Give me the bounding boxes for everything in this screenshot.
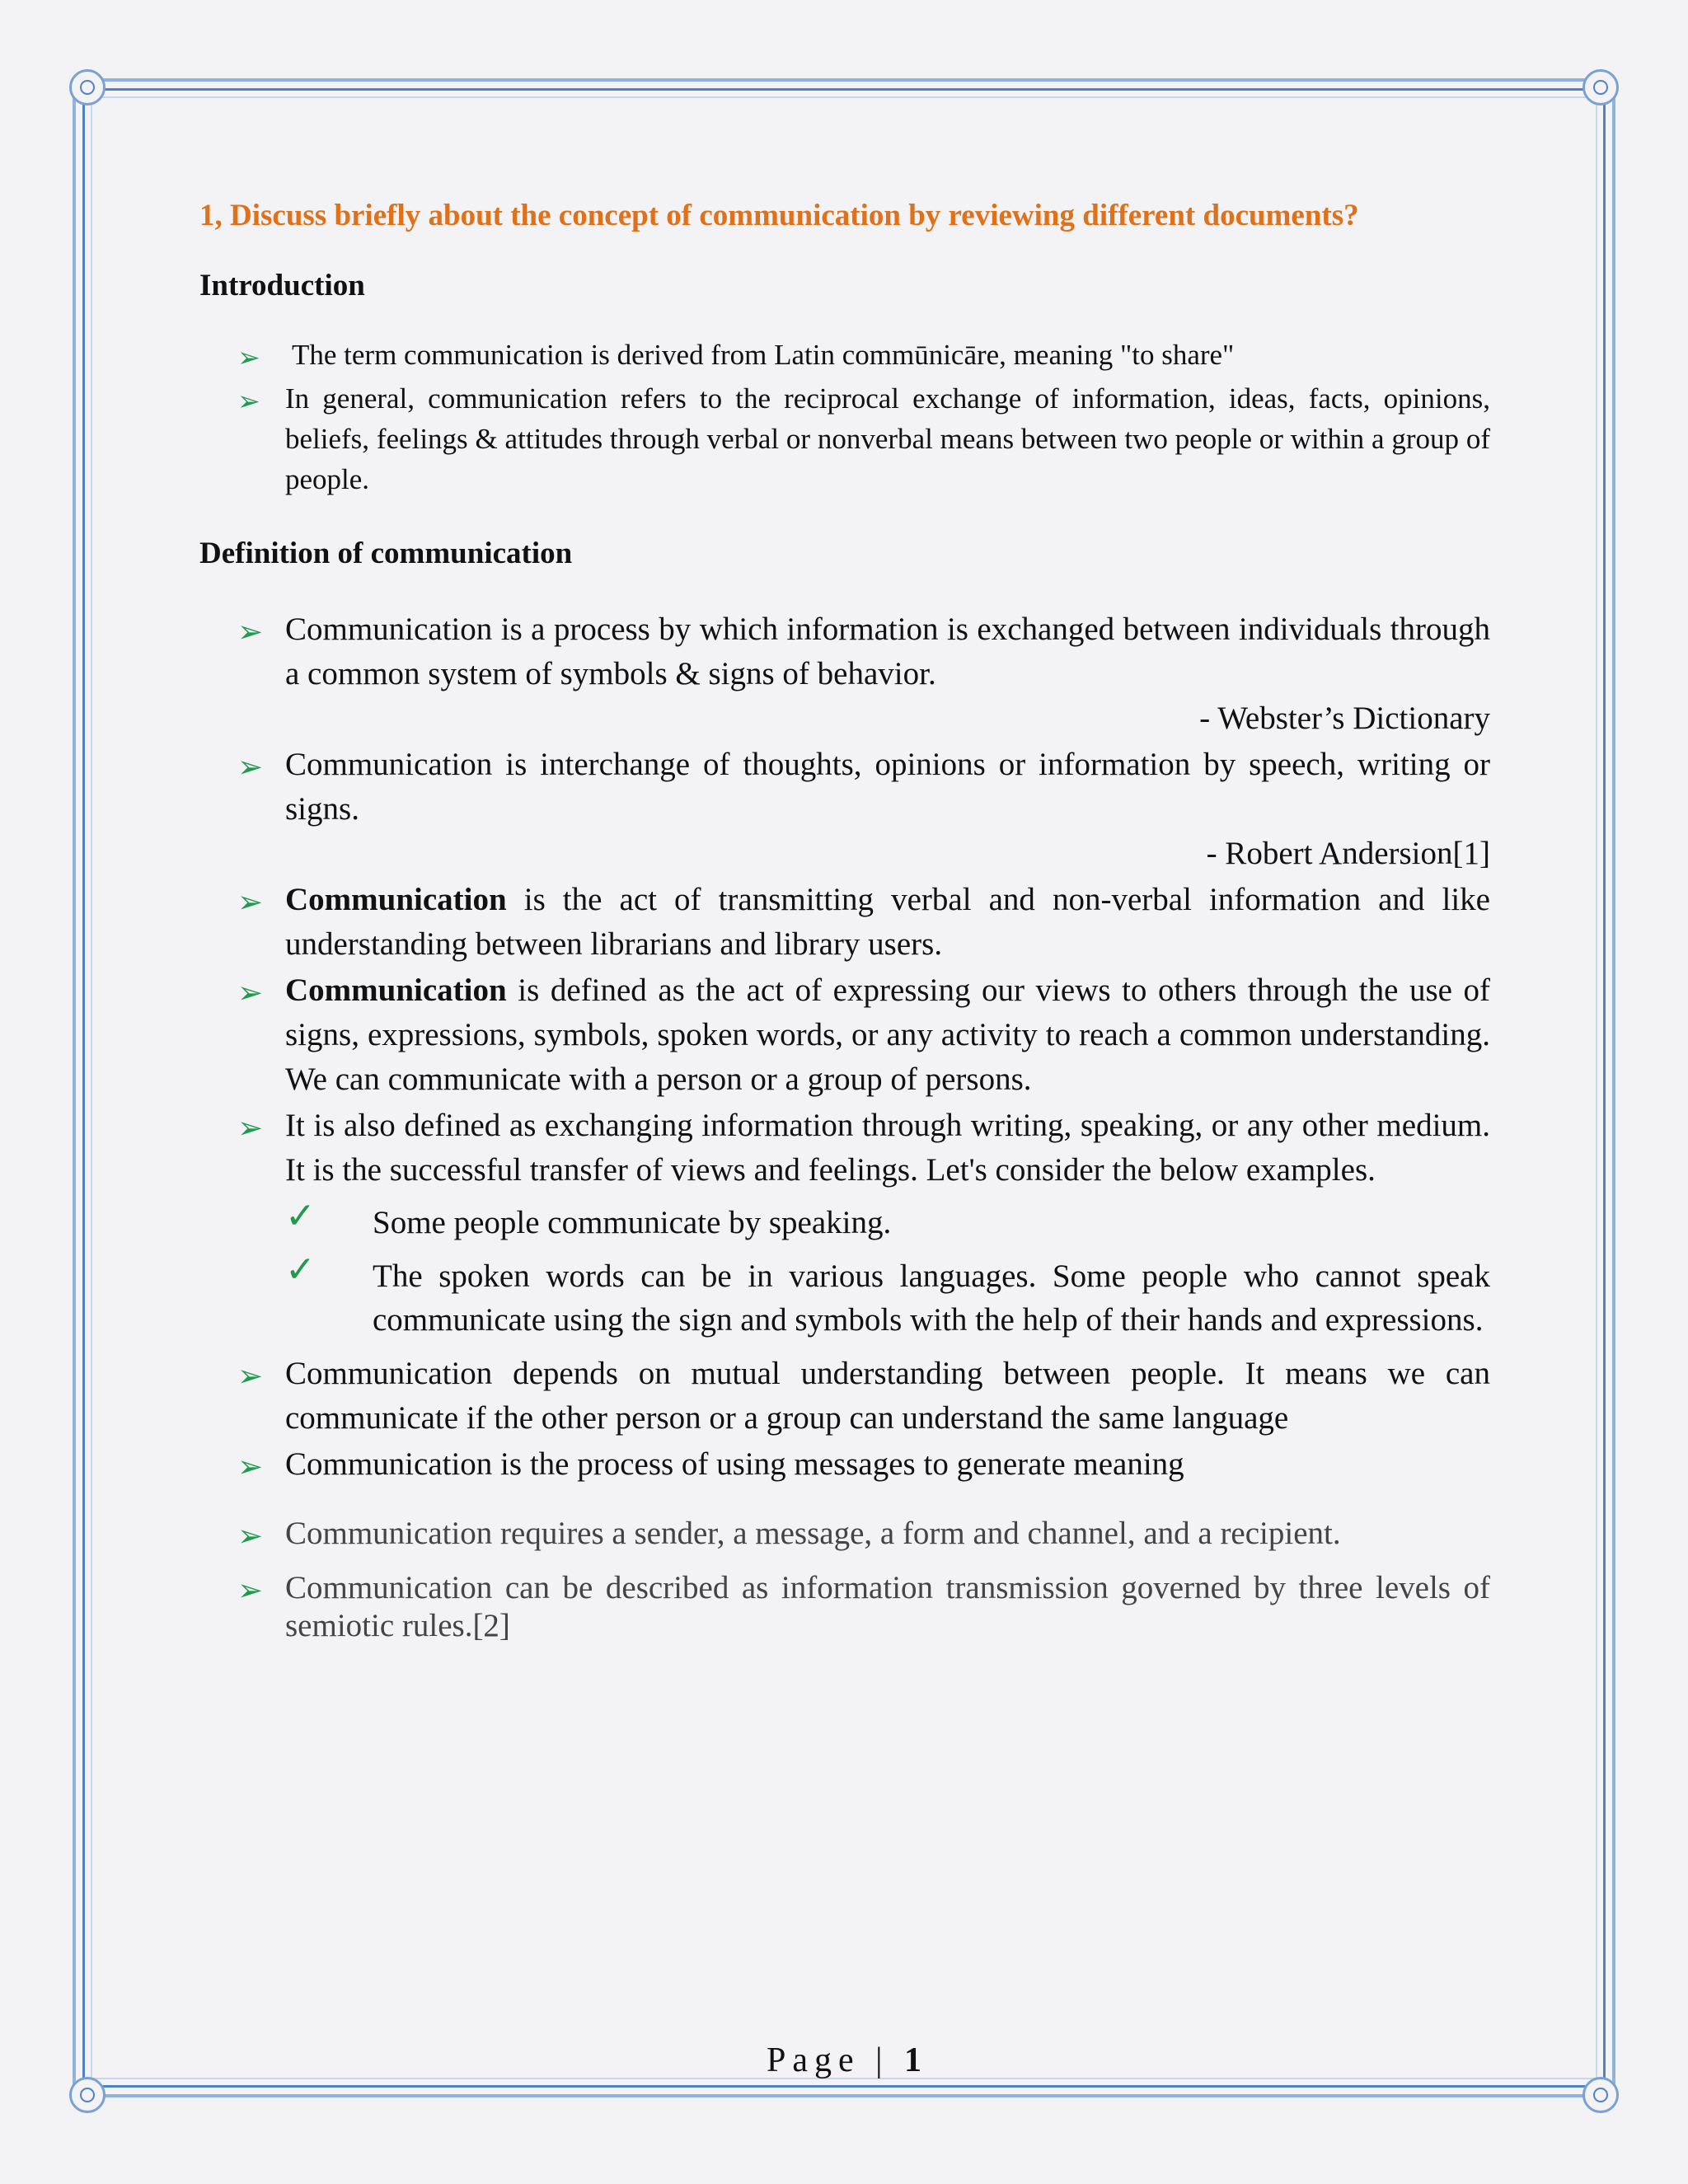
attribution: - Robert Andersion[1] (1206, 836, 1490, 871)
arrow-bullet-icon: ➢ (237, 613, 264, 649)
list-item: ➢ Communication is the act of transmitting verbal and non-verbal information and like understanding between librarians and library users. (199, 878, 1490, 967)
definition-heading: Definition of communication (199, 537, 573, 570)
page-number: 1 (904, 2041, 922, 2079)
corner-ornament-icon (1582, 69, 1619, 105)
document-body (199, 198, 1490, 1647)
arrow-bullet-icon: ➢ (237, 340, 260, 373)
list-item: ➢ Communication is interchange of thoughts, opinions or information by speech, writing or signs. - Robert Andersion[1] (199, 743, 1490, 876)
page-label: Page | (766, 2041, 889, 2079)
page-footer (0, 2041, 1688, 2080)
corner-ornament-icon (1582, 2077, 1619, 2113)
question-title: 1, Discuss briefly about the concept of communication by reviewing different documents? (199, 199, 1359, 232)
example-list (285, 1195, 1490, 1342)
introduction-list (199, 335, 1490, 499)
corner-ornament-icon (69, 69, 106, 105)
arrow-bullet-icon: ➢ (237, 384, 260, 417)
list-item: ➢ Communication requires a sender, a message, a form and channel, and a recipient. (199, 1511, 1490, 1556)
arrow-bullet-icon: ➢ (237, 1448, 264, 1484)
list-item: ➢ Communication is defined as the act of expressing our views to others through the use of signs, expressions, symbols, spoken words, or any activity to reach a common understanding. We can communicate with a person or a group of persons. (199, 968, 1490, 1102)
arrow-bullet-icon: ➢ (237, 1517, 264, 1554)
definition-list (199, 607, 1490, 1645)
arrow-bullet-icon: ➢ (237, 974, 264, 1010)
list-item: ✓ The spoken words can be in various languages. Some people who cannot speak communicate using the sign and symbols with the help of their hands and expressions. (285, 1249, 1490, 1338)
arrow-bullet-icon: ➢ (237, 1357, 264, 1394)
list-item: ➢ Communication depends on mutual understanding between people. It means we can communicate if the other person or a group can understand the same language (199, 1352, 1490, 1441)
checkmark-icon: ✓ (285, 1249, 316, 1291)
list-item: ➢ Communication can be described as information transmission governed by three levels of semiotic rules.[2] (237, 1570, 1490, 1643)
list-item: ➢ It is also defined as exchanging information through writing, speaking, or any other medium. It is the successful transfer of views and feelings. Let's consider the below examples. ✓ Some people communicate by speaking. ✓ The spoken words can be in various languages. Some people who cannot speak communicate using the sign and symbols with the help of their hands and expressions. (199, 1104, 1490, 1342)
list-item: ➢ Communication is a process by which information is exchanged between individuals through a common system of symbols & signs of behavior. - Webster’s Dictionary (199, 607, 1490, 741)
arrow-bullet-icon: ➢ (237, 1572, 264, 1608)
attribution: - Webster’s Dictionary (1199, 701, 1490, 736)
list-item: ➢ Communication is the process of using messages to generate meaning (199, 1442, 1490, 1487)
list-item: ➢ In general, communication refers to the reciprocal exchange of information, ideas, facts, opinions, beliefs, feelings & attitudes through verbal or nonverbal means between two people or within a group of people. (199, 378, 1490, 499)
arrow-bullet-icon: ➢ (237, 1109, 264, 1146)
corner-ornament-icon (69, 2077, 106, 2113)
arrow-bullet-icon: ➢ (237, 883, 264, 920)
list-item: ➢ The term communication is derived from Latin commūnicāre, meaning "to share" (199, 335, 1490, 375)
introduction-heading: Introduction (199, 269, 365, 302)
checkmark-icon: ✓ (285, 1195, 316, 1237)
arrow-bullet-icon: ➢ (237, 748, 264, 785)
list-item: ✓ Some people communicate by speaking. (285, 1195, 892, 1240)
